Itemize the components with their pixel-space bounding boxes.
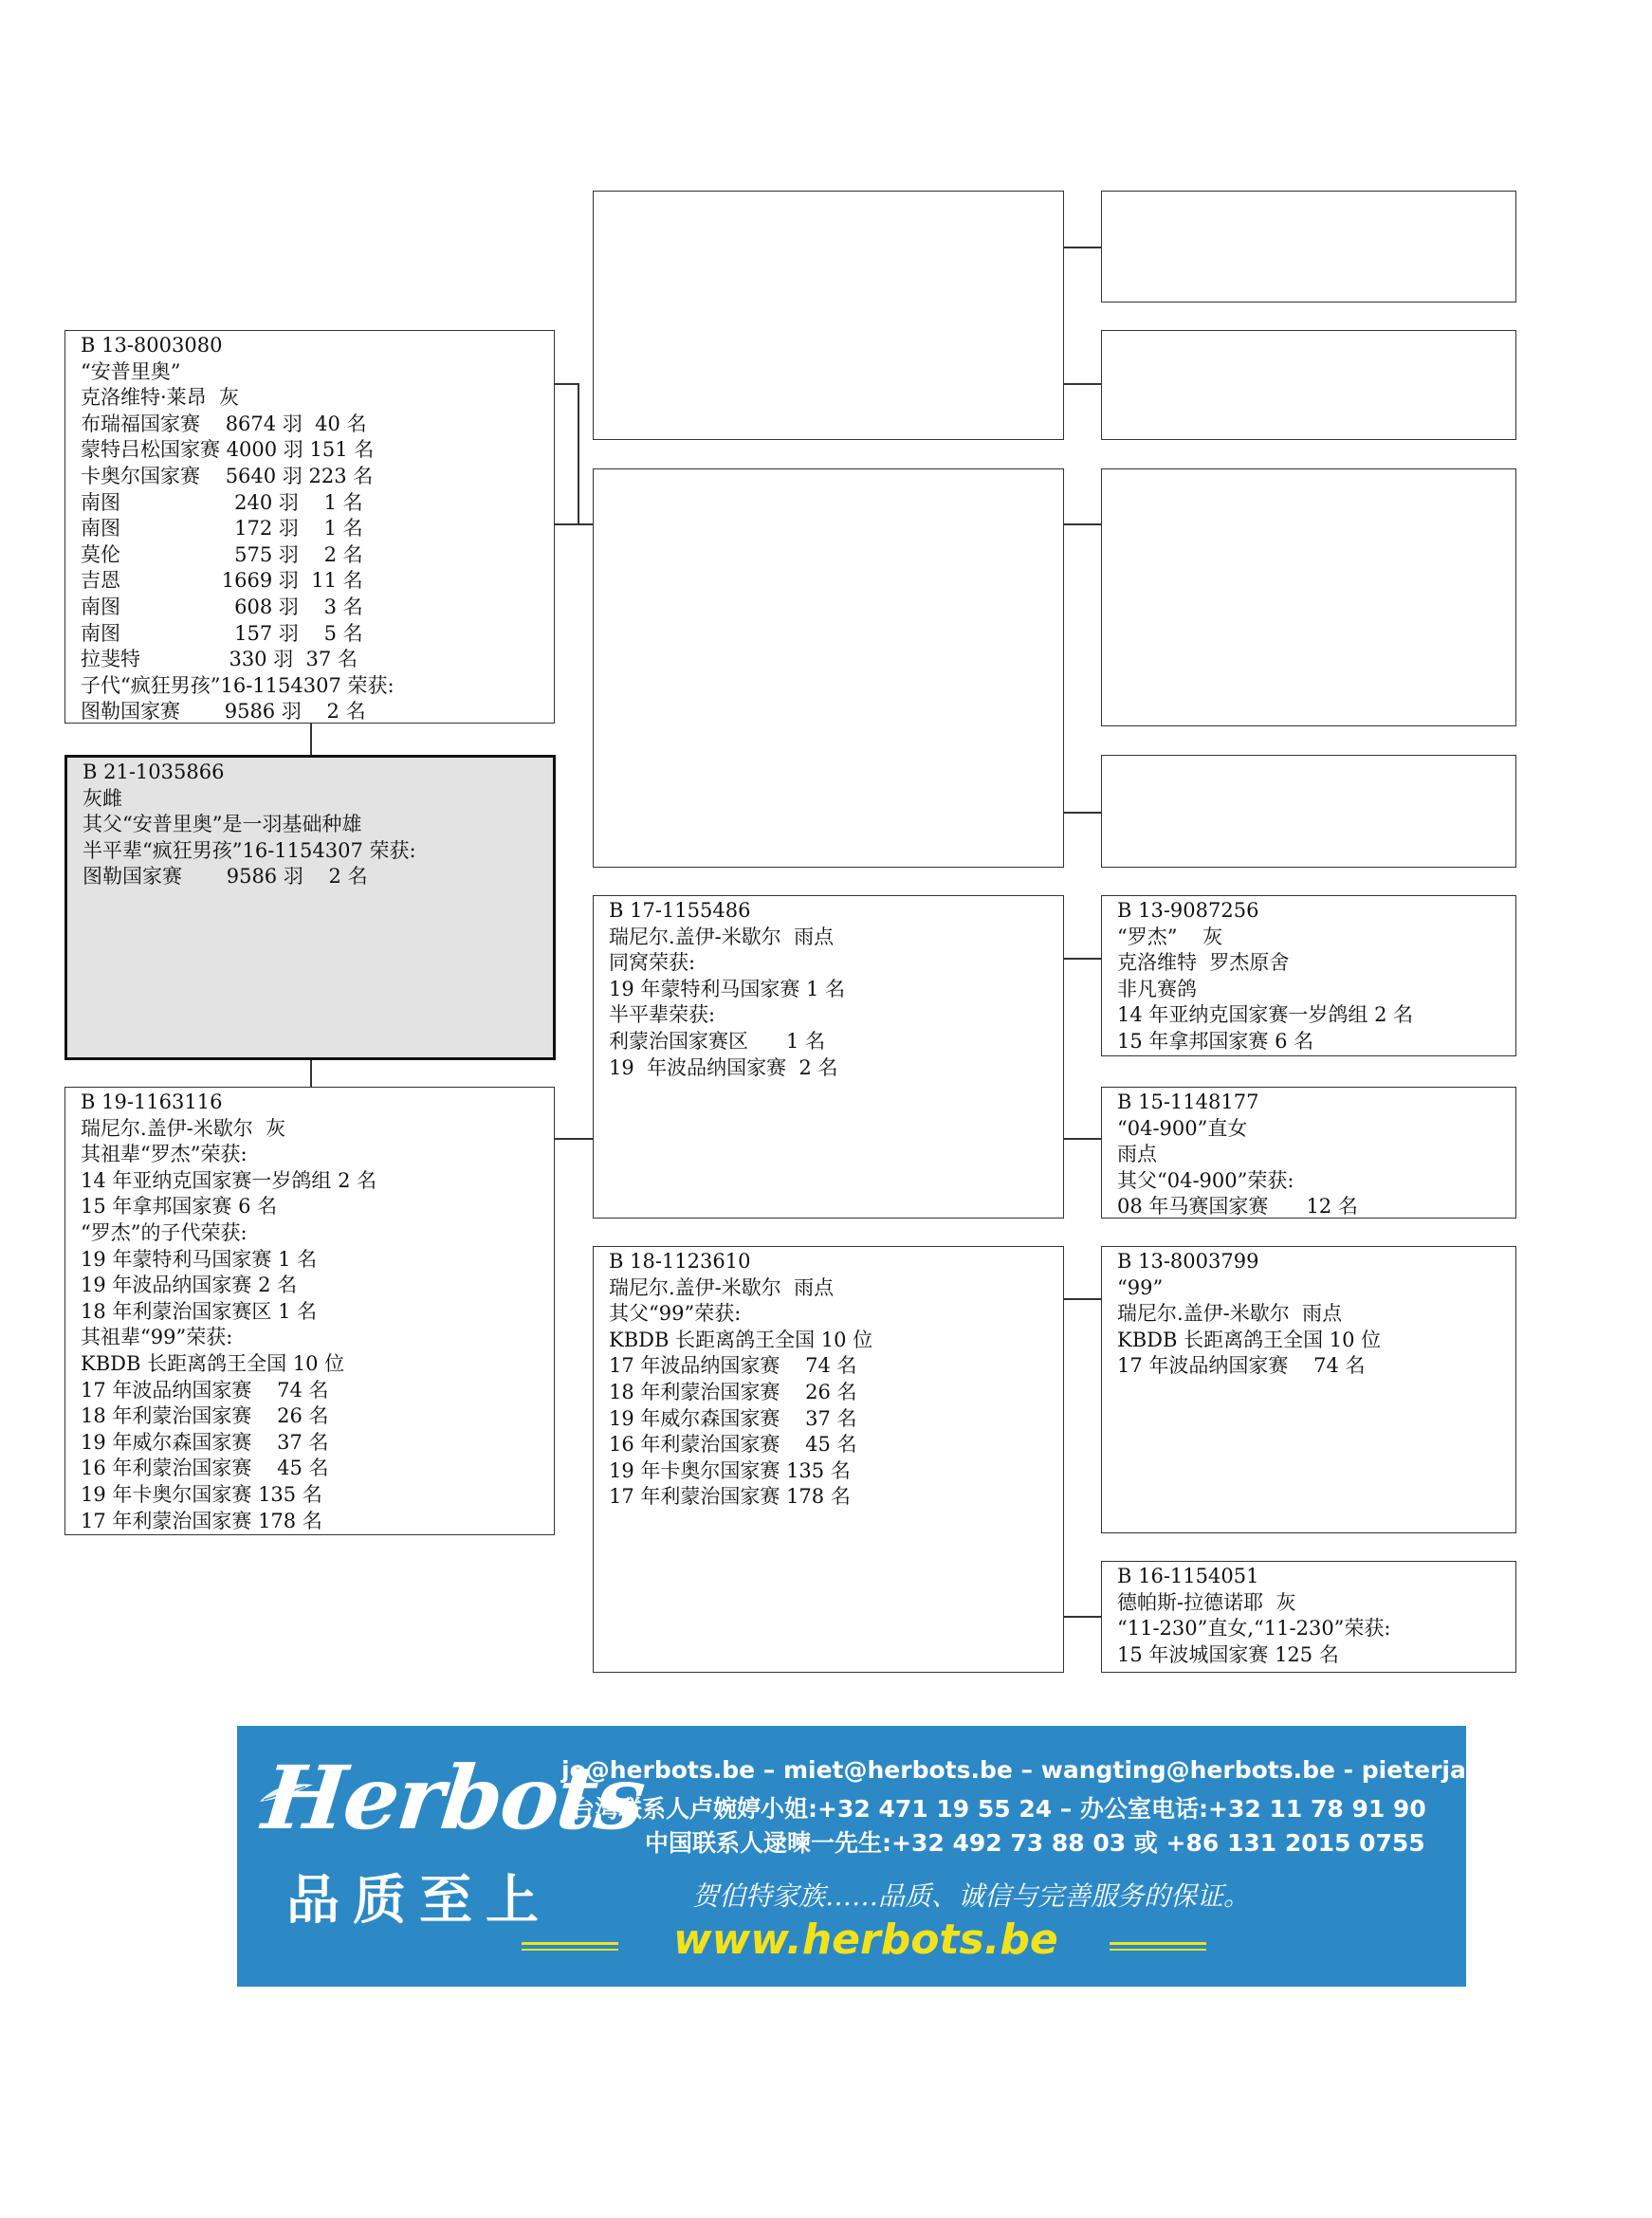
pedigree-line: 其父“99”荣获: [609,1302,742,1326]
ds-sire-box [1101,895,1516,1056]
connector [555,523,593,525]
sire-details [65,331,554,725]
pedigree-line: 非凡赛鸽 [1117,977,1197,1000]
pedigree-line: B 13-9087256 [1117,899,1259,922]
pedigree-line: “罗杰”的子代荣获: [81,1220,248,1244]
dam-dam-details [594,1247,1063,1511]
pedigree-line: 莫伦 575 羽 2 名 [81,542,363,566]
website-link[interactable]: www.herbots.be [673,1916,1058,1964]
pedigree-line: 同窝荣获: [609,951,696,975]
sire-dam-box [593,468,1064,868]
pedigree-line: “安普里奥” [81,359,181,383]
subject-box [64,755,556,1060]
pedigree-line: 其父“04-900”荣获: [1117,1168,1294,1192]
pedigree-line: 克洛维特 罗杰原舍 [1117,951,1290,975]
taiwan-contact: 台湾联系人卢婉婷小姐:+32 471 19 55 24 – 办公室电话:+32 11 78 91 90 [571,1795,1426,1823]
pedigree-line: 14 年亚纳克国家赛一岁鸽组 2 名 [81,1168,377,1192]
pedigree-line: 瑞尼尔.盖伊-米歇尔 灰 [81,1116,286,1140]
pedigree-line: 拉斐特 330 羽 37 名 [81,648,358,671]
pedigree-line: 瑞尼尔.盖伊-米歇尔 雨点 [1117,1302,1343,1326]
pedigree-line: 瑞尼尔.盖伊-米歇尔 雨点 [609,1275,835,1299]
pedigree-line: “11-230”直女,“11-230”荣获: [1117,1617,1391,1641]
pedigree-line: 19 年波品纳国家赛 2 名 [609,1055,838,1079]
pedigree-line: B 15-1148177 [1117,1091,1259,1113]
pedigree-line: 17 年利蒙治国家赛 178 名 [609,1485,851,1509]
pedigree-line: KBDB 长距离鸽王全国 10 位 [1117,1328,1382,1351]
pedigree-line: “99” [1117,1275,1164,1299]
pedigree-line: B 13-8003799 [1117,1250,1259,1273]
pedigree-line: 德帕斯-拉德诺耶 灰 [1117,1590,1296,1614]
pedigree-line: 南图 157 羽 5 名 [81,621,363,645]
slogan: 品质至上 [286,1870,552,1932]
deco-lines-right [1110,1942,1206,1953]
pedigree-line: 19 年波品纳国家赛 2 名 [81,1274,298,1297]
pedigree-line: 18 年利蒙治国家赛 26 名 [81,1404,329,1428]
pedigree-line: 半平辈“疯狂男孩”16-1154307 荣获: [83,838,416,862]
connector [1064,1616,1101,1618]
pedigree-line: 16 年利蒙治国家赛 45 名 [609,1433,857,1457]
connector [1064,812,1101,814]
ds-dam-box [1101,1087,1516,1219]
pedigree-line: B 13-8003080 [81,334,223,357]
pedigree-line: 卡奥尔国家赛 5640 羽 223 名 [81,464,374,487]
sire-sire-box [593,191,1064,440]
pedigree-line: KBDB 长距离鸽王全国 10 位 [81,1351,345,1375]
sire-box [64,330,555,724]
connector [1064,523,1101,525]
pedigree-line: B 21-1035866 [83,761,225,783]
dam-details [65,1088,554,1534]
pedigree-line: 南图 608 羽 3 名 [81,595,363,618]
dd-sire-details [1102,1247,1515,1380]
connector [310,724,312,755]
pedigree-line: 19 年威尔森国家赛 37 名 [609,1406,857,1430]
ds-dam-details [1102,1088,1515,1220]
pedigree-line: 19 年威尔森国家赛 37 名 [81,1430,329,1454]
pedigree-line: 19 年卡奥尔国家赛 135 名 [81,1482,322,1506]
pedigree-line: B 19-1163116 [81,1091,223,1113]
tagline: 贺伯特家族……品质、诚信与完善服务的保证。 [692,1880,1251,1912]
pedigree-line: 17 年波品纳国家赛 74 名 [81,1378,329,1402]
pedigree-line: 图勒国家赛 9586 羽 2 名 [83,865,368,889]
connector [1064,247,1101,248]
dd-sire-box [1101,1246,1516,1533]
pedigree-line: 08 年马赛国家赛 12 名 [1117,1195,1358,1219]
sd-dam-box [1101,755,1516,868]
connector [1064,1298,1101,1300]
pedigree-line: 瑞尼尔.盖伊-米歇尔 雨点 [609,925,835,948]
pedigree-line: 克洛维特·莱昂 灰 [81,386,240,410]
pedigree-line: 图勒国家赛 9586 羽 2 名 [81,700,366,724]
pedigree-line: B 17-1155486 [609,899,751,922]
ds-sire-details [1102,896,1515,1055]
connector [1064,1138,1101,1140]
pedigree-line: B 18-1123610 [609,1250,751,1273]
pedigree-line: 17 年波品纳国家赛 74 名 [1117,1354,1366,1378]
pedigree-line: 灰雌 [83,786,122,810]
pedigree-line: 19 年蒙特利马国家赛 1 名 [81,1247,318,1271]
pedigree-line: 南图 172 羽 1 名 [81,517,363,541]
pedigree-line: 雨点 [1117,1143,1157,1166]
herbots-banner [237,1726,1652,1987]
subject-details [67,758,553,890]
pedigree-line: 18 年利蒙治国家赛区 1 名 [81,1299,318,1323]
pedigree-line: 19 年蒙特利马国家赛 1 名 [609,977,846,1000]
pedigree-line: “罗杰” 灰 [1117,925,1223,948]
pedigree-line: 15 年拿邦国家赛 6 名 [1117,1029,1314,1053]
pedigree-line: 半平辈荣获: [609,1003,716,1027]
deco-lines-left [522,1942,618,1953]
pedigree-line: 16 年利蒙治国家赛 45 名 [81,1457,329,1480]
ss-dam-box [1101,330,1516,440]
pedigree-line: 17 年波品纳国家赛 74 名 [609,1354,857,1378]
email-contacts[interactable]: jo@herbots.be – miet@herbots.be – wangting@herbots.be - pieterjan@herbots.be [561,1756,1652,1784]
connector [310,1060,312,1087]
dam-dam-box [593,1246,1064,1673]
pedigree-line: B 16-1154051 [1117,1565,1259,1587]
pedigree-line: 利蒙治国家赛区 1 名 [609,1029,826,1053]
pedigree-line: KBDB 长距离鸽王全国 10 位 [609,1328,873,1351]
china-contact: 中国联系人逯暕一先生:+32 492 73 88 03 或 +86 131 2015 0755 [645,1829,1425,1857]
dam-sire-details [594,896,1063,1081]
connector [1064,958,1101,960]
pedigree-line: 17 年利蒙治国家赛 178 名 [81,1509,322,1532]
pedigree-line: 吉恩 1669 羽 11 名 [81,569,363,593]
herbots-logo: Herbots [258,1747,649,1849]
connector [578,383,579,523]
pedigree-line: 南图 240 羽 1 名 [81,490,363,514]
pedigree-line: 15 年波城国家赛 125 名 [1117,1642,1339,1666]
pedigree-line: “04-900”直女 [1117,1116,1248,1140]
pedigree-line: 其父“安普里奥”是一羽基础种雄 [83,813,362,836]
dd-dam-box [1101,1561,1516,1673]
connector [555,1138,593,1140]
pedigree-line: 其祖辈“罗杰”荣获: [81,1143,248,1166]
pedigree-line: 布瑞福国家赛 8674 羽 40 名 [81,412,367,435]
connector [1064,383,1101,385]
pedigree-line: 其祖辈“99”荣获: [81,1326,233,1349]
pedigree-line: 14 年亚纳克国家赛一岁鸽组 2 名 [1117,1003,1414,1027]
dd-dam-details [1102,1562,1515,1668]
dam-sire-box [593,895,1064,1219]
connector [555,383,578,385]
pedigree-line: 19 年卡奥尔国家赛 135 名 [609,1458,851,1482]
ss-sire-box [1101,191,1516,302]
pedigree-line: 18 年利蒙治国家赛 26 名 [609,1380,857,1403]
pedigree-line: 蒙特吕松国家赛 4000 羽 151 名 [81,438,375,462]
sd-sire-box [1101,468,1516,726]
dam-box [64,1087,555,1535]
pedigree-line: 子代“疯狂男孩”16-1154307 荣获: [81,673,395,697]
pedigree-line: 15 年拿邦国家赛 6 名 [81,1195,278,1219]
